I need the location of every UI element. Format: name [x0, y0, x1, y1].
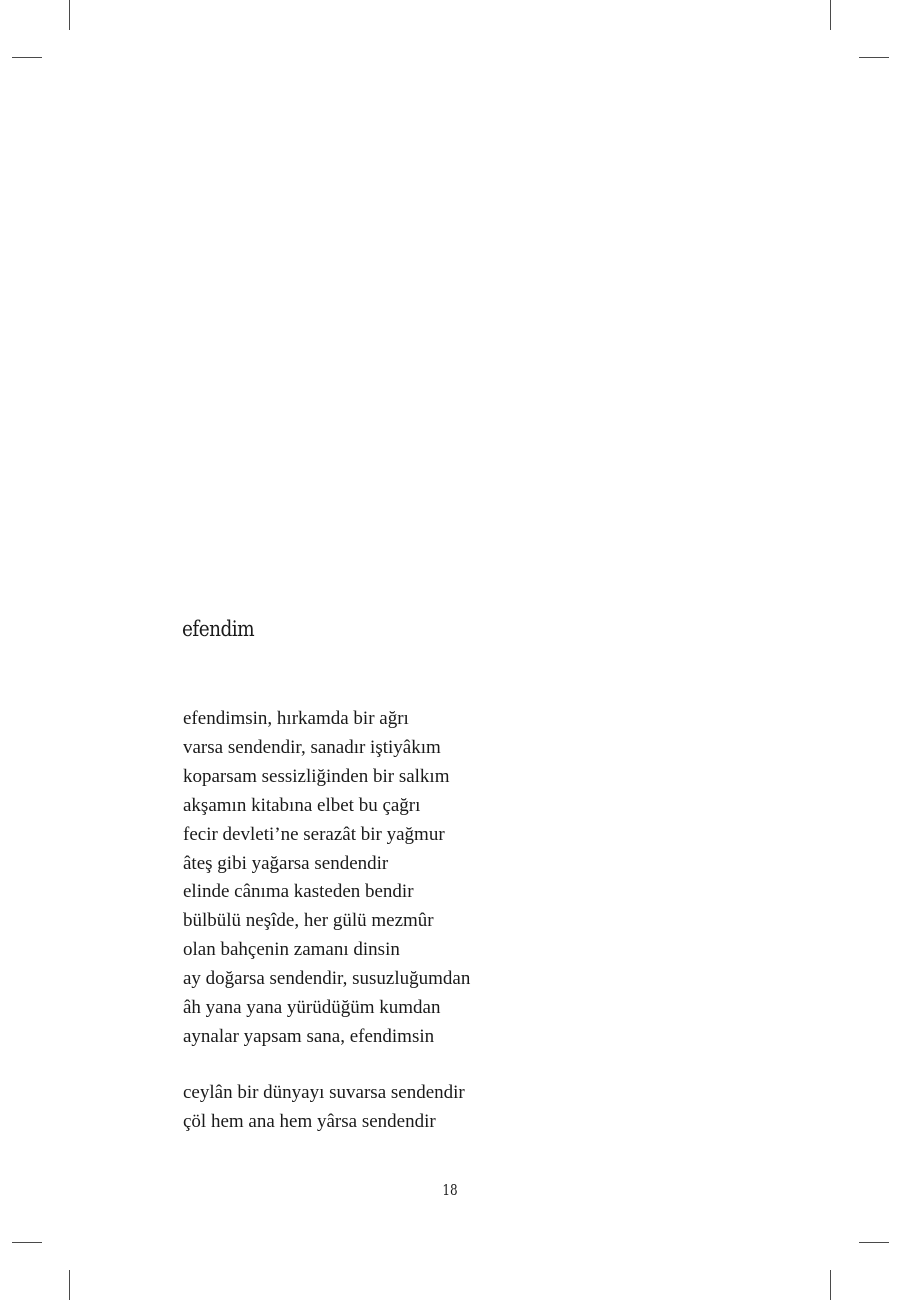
- poem-line: ceylân bir dünyayı suvarsa sendendir: [183, 1082, 465, 1103]
- poem-line: varsa sendendir, sanadır iştiyâkım: [183, 736, 441, 758]
- poem-line: âteş gibi yağarsa sendendir: [183, 852, 389, 874]
- crop-mark-top-left-vertical: [69, 0, 70, 30]
- poem-line: bülbülü neşîde, her gülü mezmûr: [183, 910, 434, 932]
- poem-line: koparsam sessizliğinden bir salkım: [183, 765, 450, 787]
- poem-line: olan bahçenin zamanı dinsin: [183, 939, 400, 961]
- poem-line: efendimsin, hırkamda bir ağrı: [183, 708, 409, 729]
- poem-stanza: [183, 705, 470, 1052]
- crop-mark-top-left-horizontal: [12, 57, 42, 58]
- crop-mark-top-right-vertical: [830, 0, 831, 30]
- poem-line: elinde cânıma kasteden bendir: [183, 881, 414, 903]
- poem-line: aynalar yapsam sana, efendimsin: [183, 1025, 435, 1047]
- poem-line: çöl hem ana hem yârsa sendendir: [183, 1110, 436, 1132]
- poem-line: âh yana yana yürüdüğüm kumdan: [183, 997, 441, 1019]
- poem-line: ay doğarsa sendendir, susuzluğumdan: [183, 968, 471, 990]
- poem-line: akşamın kitabına elbet bu çağrı: [183, 794, 421, 816]
- crop-mark-top-right-horizontal: [859, 57, 889, 58]
- crop-mark-bottom-right-vertical: [830, 1270, 831, 1300]
- crop-mark-bottom-left-horizontal: [12, 1242, 42, 1243]
- poem-line: fecir devleti’ne serazât bir yağmur: [183, 823, 445, 845]
- poem-stanza: [183, 1079, 465, 1137]
- crop-mark-bottom-left-vertical: [69, 1270, 70, 1300]
- poem-title: efendim: [182, 617, 255, 641]
- crop-mark-bottom-right-horizontal: [859, 1242, 889, 1243]
- page-number: 18: [442, 1181, 458, 1199]
